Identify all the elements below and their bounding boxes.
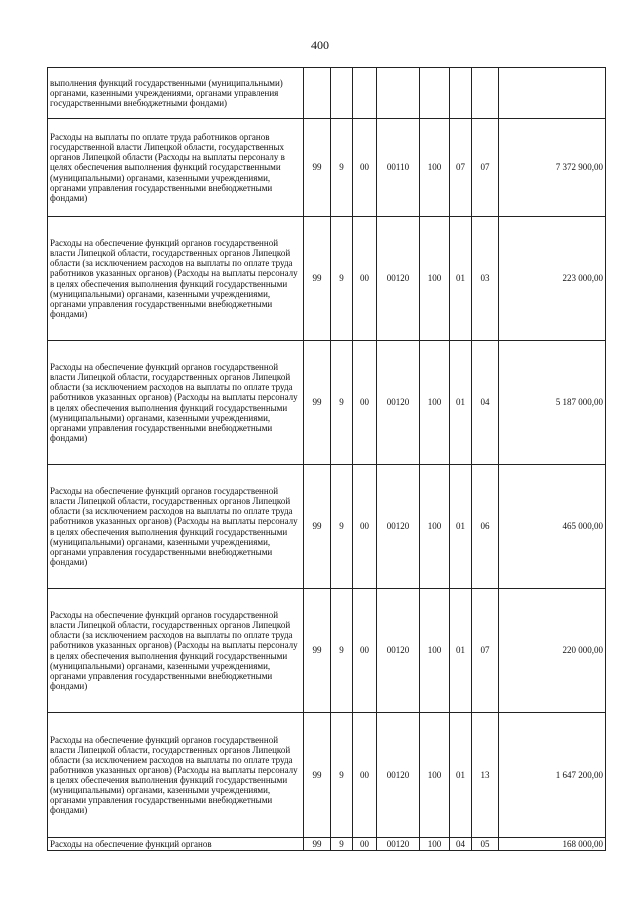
section-code: 07 bbox=[450, 119, 472, 217]
expense-type-code bbox=[420, 68, 450, 119]
subsection-code: 05 bbox=[472, 838, 499, 851]
row-description: Расходы на обеспечение функций органов государственной власти Липецкой области, государственных органов Липецкой области (за исключением расходов на выплаты по оплате труда работников указанных органов) (Расходы на выплаты персоналу в целях обеспечения выполнения функций государственными (муниципальными) органами, казенными учреждениями, органами управления государственными внебюджетными фондами) bbox=[48, 217, 304, 341]
table-row bbox=[48, 341, 606, 465]
direction-code: 00120 bbox=[377, 713, 420, 838]
direction-code: 00120 bbox=[377, 341, 420, 465]
group-code: 00 bbox=[353, 838, 377, 851]
program-code: 99 bbox=[304, 217, 331, 341]
row-description: Расходы на обеспечение функций органов bbox=[48, 838, 304, 851]
table-row bbox=[48, 465, 606, 589]
table-row bbox=[48, 217, 606, 341]
table-row bbox=[48, 119, 606, 217]
subprogram-code bbox=[331, 68, 353, 119]
group-code: 00 bbox=[353, 119, 377, 217]
subprogram-code: 9 bbox=[331, 713, 353, 838]
table-row bbox=[48, 838, 606, 851]
amount-value: 1 647 200,00 bbox=[499, 713, 606, 838]
program-code bbox=[304, 68, 331, 119]
program-code: 99 bbox=[304, 465, 331, 589]
section-code: 04 bbox=[450, 838, 472, 851]
subsection-code: 07 bbox=[472, 119, 499, 217]
amount-value: 220 000,00 bbox=[499, 589, 606, 713]
subprogram-code: 9 bbox=[331, 589, 353, 713]
direction-code: 00120 bbox=[377, 838, 420, 851]
subsection-code bbox=[472, 68, 499, 119]
subsection-code: 06 bbox=[472, 465, 499, 589]
subprogram-code: 9 bbox=[331, 465, 353, 589]
row-description: Расходы на обеспечение функций органов государственной власти Липецкой области, государственных органов Липецкой области (за исключением расходов на выплаты по оплате труда работников указанных органов) (Расходы на выплаты персоналу в целях обеспечения выполнения функций государственными (муниципальными) органами, казенными учреждениями, органами управления государственными внебюджетными фондами) bbox=[48, 589, 304, 713]
subsection-code: 03 bbox=[472, 217, 499, 341]
subsection-code: 04 bbox=[472, 341, 499, 465]
amount-value bbox=[499, 68, 606, 119]
expense-type-code: 100 bbox=[420, 341, 450, 465]
group-code: 00 bbox=[353, 589, 377, 713]
amount-value: 223 000,00 bbox=[499, 217, 606, 341]
program-code: 99 bbox=[304, 119, 331, 217]
budget-table-body bbox=[48, 68, 606, 851]
amount-value: 168 000,00 bbox=[499, 838, 606, 851]
amount-value: 465 000,00 bbox=[499, 465, 606, 589]
subprogram-code: 9 bbox=[331, 341, 353, 465]
subprogram-code: 9 bbox=[331, 838, 353, 851]
row-description: выполнения функций государственными (муниципальными) органами, казенными учреждениями, органами управления государственными внебюджетными фондами) bbox=[48, 68, 304, 119]
amount-value: 5 187 000,00 bbox=[499, 341, 606, 465]
section-code bbox=[450, 68, 472, 119]
direction-code: 00110 bbox=[377, 119, 420, 217]
program-code: 99 bbox=[304, 713, 331, 838]
page-number: 400 bbox=[311, 38, 329, 52]
group-code bbox=[353, 68, 377, 119]
program-code: 99 bbox=[304, 838, 331, 851]
table-row bbox=[48, 589, 606, 713]
expense-type-code: 100 bbox=[420, 217, 450, 341]
expense-type-code: 100 bbox=[420, 713, 450, 838]
expense-type-code: 100 bbox=[420, 119, 450, 217]
row-description: Расходы на обеспечение функций органов государственной власти Липецкой области, государственных органов Липецкой области (за исключением расходов на выплаты по оплате труда работников указанных органов) (Расходы на выплаты персоналу в целях обеспечения выполнения функций государственными (муниципальными) органами, казенными учреждениями, органами управления государственными внебюджетными фондами) bbox=[48, 465, 304, 589]
row-description: Расходы на обеспечение функций органов государственной власти Липецкой области, государственных органов Липецкой области (за исключением расходов на выплаты по оплате труда работников указанных органов) (Расходы на выплаты персоналу в целях обеспечения выполнения функций государственными (муниципальными) органами, казенными учреждениями, органами управления государственными внебюджетными фондами) bbox=[48, 713, 304, 838]
expense-type-code: 100 bbox=[420, 465, 450, 589]
direction-code bbox=[377, 68, 420, 119]
group-code: 00 bbox=[353, 465, 377, 589]
budget-table bbox=[47, 67, 606, 851]
table-row bbox=[48, 68, 606, 119]
subsection-code: 13 bbox=[472, 713, 499, 838]
row-description: Расходы на выплаты по оплате труда работников органов государственной власти Липецкой области, государственных органов Липецкой области (Расходы на выплаты персоналу в целях обеспечения выполнения функций государственными (муниципальными) органами, казенными учреждениями, органами управления государственными внебюджетными фондами) bbox=[48, 119, 304, 217]
subsection-code: 07 bbox=[472, 589, 499, 713]
section-code: 01 bbox=[450, 465, 472, 589]
subprogram-code: 9 bbox=[331, 217, 353, 341]
section-code: 01 bbox=[450, 341, 472, 465]
direction-code: 00120 bbox=[377, 465, 420, 589]
direction-code: 00120 bbox=[377, 217, 420, 341]
table-row bbox=[48, 713, 606, 838]
program-code: 99 bbox=[304, 341, 331, 465]
row-description: Расходы на обеспечение функций органов государственной власти Липецкой области, государственных органов Липецкой области (за исключением расходов на выплаты по оплате труда работников указанных органов) (Расходы на выплаты персоналу в целях обеспечения выполнения функций государственными (муниципальными) органами, казенными учреждениями, органами управления государственными внебюджетными фондами) bbox=[48, 341, 304, 465]
group-code: 00 bbox=[353, 217, 377, 341]
direction-code: 00120 bbox=[377, 589, 420, 713]
amount-value: 7 372 900,00 bbox=[499, 119, 606, 217]
expense-type-code: 100 bbox=[420, 838, 450, 851]
group-code: 00 bbox=[353, 341, 377, 465]
section-code: 01 bbox=[450, 589, 472, 713]
expense-type-code: 100 bbox=[420, 589, 450, 713]
program-code: 99 bbox=[304, 589, 331, 713]
subprogram-code: 9 bbox=[331, 119, 353, 217]
section-code: 01 bbox=[450, 217, 472, 341]
group-code: 00 bbox=[353, 713, 377, 838]
section-code: 01 bbox=[450, 713, 472, 838]
